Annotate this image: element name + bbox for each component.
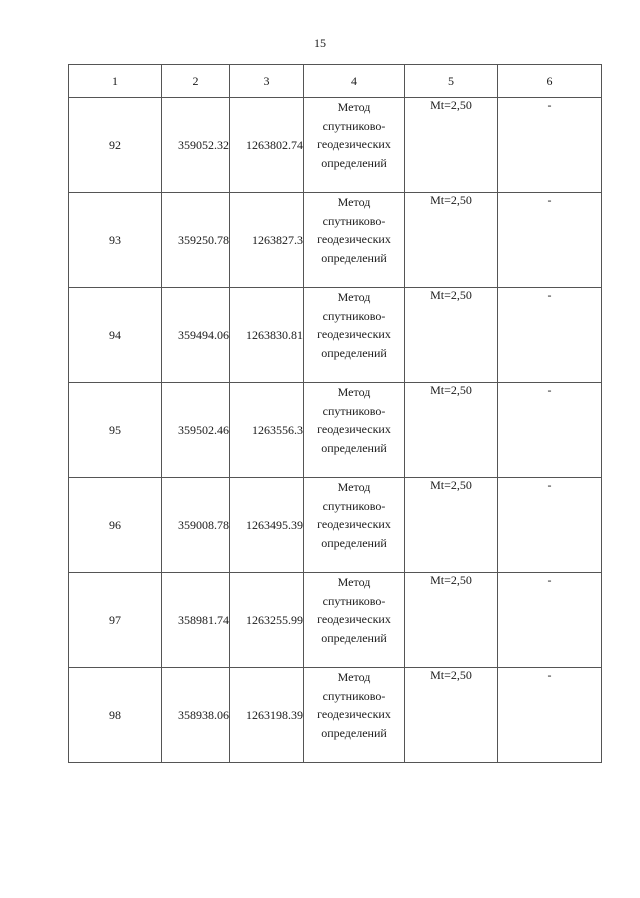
method-line: Метод	[337, 575, 371, 589]
method-line: спутниково-	[322, 213, 386, 228]
point-number-cell: 93	[69, 193, 162, 288]
accuracy-cell: Mt=2,50	[405, 478, 498, 573]
table-row	[69, 193, 602, 288]
note-cell: -	[498, 573, 602, 668]
method-cell	[304, 478, 405, 573]
point-number-cell: 95	[69, 383, 162, 478]
method-line: Метод	[337, 100, 371, 114]
method-line: определений	[321, 630, 387, 645]
method-line: геодезических	[317, 137, 391, 151]
header-cell: 5	[405, 65, 498, 98]
note-cell: -	[498, 478, 602, 573]
point-number-cell: 98	[69, 668, 162, 763]
x-coordinate-cell: 359494.06	[162, 288, 230, 383]
coordinates-table	[68, 64, 602, 763]
x-coordinate-cell: 358938.06	[162, 668, 230, 763]
accuracy-cell: Mt=2,50	[405, 193, 498, 288]
note-cell: -	[498, 288, 602, 383]
accuracy-cell: Mt=2,50	[405, 288, 498, 383]
method-cell	[304, 668, 405, 763]
table-body	[69, 98, 602, 763]
y-coordinate-cell: 1263830.81	[230, 288, 304, 383]
method-line: спутниково-	[322, 498, 386, 513]
method-line: Метод	[337, 385, 371, 399]
method-cell	[304, 288, 405, 383]
point-number-cell: 96	[69, 478, 162, 573]
method-line: геодезических	[317, 517, 391, 531]
point-number-cell: 92	[69, 98, 162, 193]
table-row	[69, 383, 602, 478]
x-coordinate-cell: 359502.46	[162, 383, 230, 478]
y-coordinate-cell: 1263255.99	[230, 573, 304, 668]
method-line: Метод	[337, 290, 371, 304]
header-row	[69, 65, 602, 98]
x-coordinate-cell: 359052.32	[162, 98, 230, 193]
method-line: спутниково-	[322, 118, 386, 133]
point-number-cell: 97	[69, 573, 162, 668]
method-line: спутниково-	[322, 403, 386, 418]
method-cell	[304, 573, 405, 668]
method-line: Метод	[337, 195, 371, 209]
x-coordinate-cell: 358981.74	[162, 573, 230, 668]
method-line: Метод	[337, 480, 371, 494]
method-line: определений	[321, 725, 387, 740]
method-line: геодезических	[317, 707, 391, 721]
y-coordinate-cell: 1263495.39	[230, 478, 304, 573]
x-coordinate-cell: 359008.78	[162, 478, 230, 573]
method-line: спутниково-	[322, 308, 386, 323]
method-line: определений	[321, 535, 387, 550]
table-row	[69, 288, 602, 383]
method-line: определений	[321, 440, 387, 455]
method-line: спутниково-	[322, 593, 386, 608]
method-line: определений	[321, 345, 387, 360]
method-line: спутниково-	[322, 688, 386, 703]
method-line: определений	[321, 155, 387, 170]
note-cell: -	[498, 383, 602, 478]
method-line: Метод	[337, 670, 371, 684]
method-cell	[304, 98, 405, 193]
x-coordinate-cell: 359250.78	[162, 193, 230, 288]
header-cell: 3	[230, 65, 304, 98]
method-line: геодезических	[317, 327, 391, 341]
y-coordinate-cell: 1263556.3	[230, 383, 304, 478]
header-cell: 4	[304, 65, 405, 98]
note-cell: -	[498, 193, 602, 288]
method-cell	[304, 383, 405, 478]
note-cell: -	[498, 98, 602, 193]
header-cell: 1	[69, 65, 162, 98]
table-row	[69, 98, 602, 193]
method-line: геодезических	[317, 612, 391, 626]
table-row	[69, 478, 602, 573]
method-line: геодезических	[317, 422, 391, 436]
header-cell: 6	[498, 65, 602, 98]
y-coordinate-cell: 1263198.39	[230, 668, 304, 763]
note-cell: -	[498, 668, 602, 763]
accuracy-cell: Mt=2,50	[405, 668, 498, 763]
accuracy-cell: Mt=2,50	[405, 98, 498, 193]
method-line: определений	[321, 250, 387, 265]
y-coordinate-cell: 1263827.3	[230, 193, 304, 288]
accuracy-cell: Mt=2,50	[405, 573, 498, 668]
method-cell	[304, 193, 405, 288]
point-number-cell: 94	[69, 288, 162, 383]
method-line: геодезических	[317, 232, 391, 246]
table-row	[69, 668, 602, 763]
page-number: 15	[314, 36, 326, 50]
y-coordinate-cell: 1263802.74	[230, 98, 304, 193]
table-row	[69, 573, 602, 668]
header-cell: 2	[162, 65, 230, 98]
accuracy-cell: Mt=2,50	[405, 383, 498, 478]
